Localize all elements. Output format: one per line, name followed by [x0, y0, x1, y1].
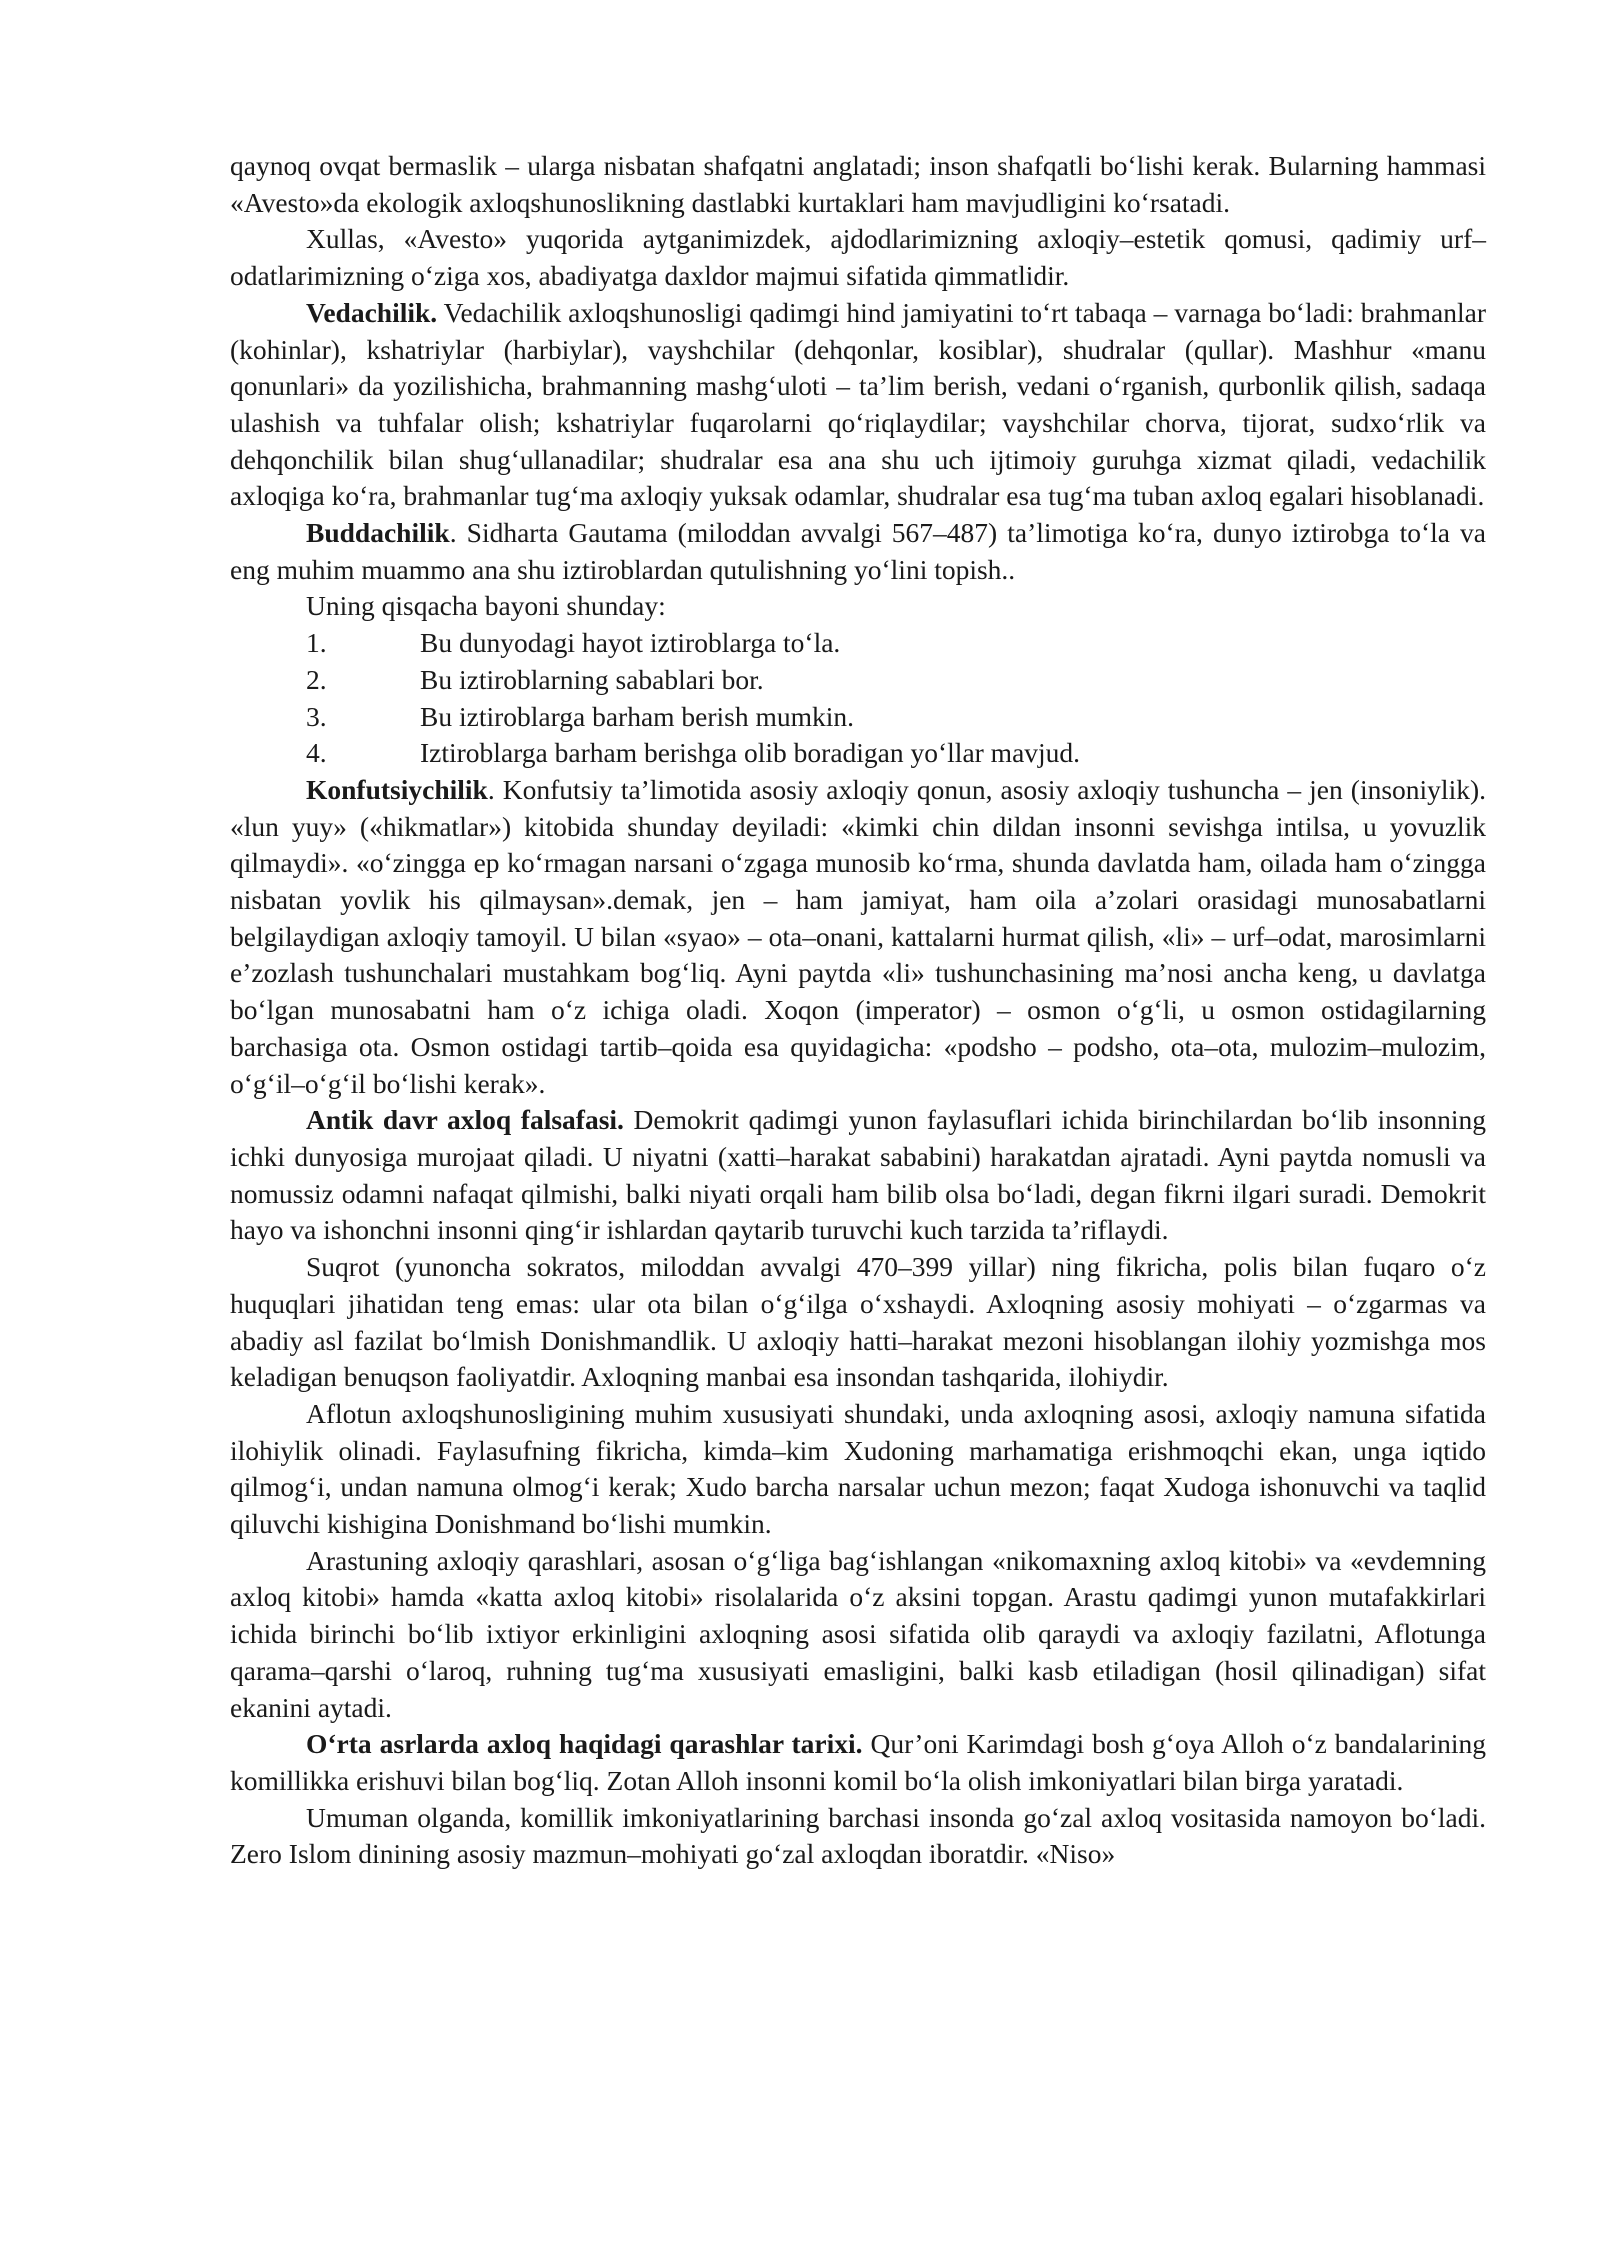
section-buddachilik [230, 515, 1486, 588]
section-antik-davr [230, 1102, 1486, 1249]
paragraph-text: Vedachilik axloqshunosligi qadimgi hind jamiyatini to‘rt tabaqa – varnaga bo‘ladi: brahmanlar (kohinlar), kshatriylar (harbiylar), vayshchilar (dehqonlar, kosiblar), shudralar (qullar). Mashhur «manu qonunlari» da yozilishicha, brahmanning mashg‘uloti – ta’lim berish, vedani o‘rganish, qurbonlik qilish, sadaqa ulashish va tuhfalar olish; kshatriylar fuqarolarni qo‘riqlaydilar; vayshchilar chorva, tijorat, sudxo‘rlik va dehqonchilik bilan shug‘ullanadilar; shudralar esa ana shu uch ijtimoiy guruhga xizmat qiladi, vedachilik axloqiga ko‘ra, brahmanlar tug‘ma axloqiy yuksak odamlar, shudralar esa tug‘ma tuban axloq egalari hisoblanadi. [230, 296, 1486, 512]
paragraph-text: . Konfutsiy ta’limotida asosiy axloqiy qonun, asosiy axloqiy tushuncha – jen (insoniylik). «lun yuy» («hikmatlar») kitobida shunday deyiladi: «kimki chin dildan insonni sevishga intilsa, u yovuzlik qilmaydi». «o‘zingga ep ko‘rmagan narsani o‘zgaga munosib ko‘rma, shunda davlatda ham, oilada ham o‘zingga nisbatan yovlik his qilmaysan».demak, jen – ham jamiyat, ham oila a’zolari orasidagi munosabatlarni belgilaydigan axloqiy tamoyil. U bilan «syao» – ota–onani, kattalarni hurmat qilish, «li» – urf–odat, marosimlarni e’zozlash tushunchalari mustahkam bog‘liq. Ayni paytda «li» tushunchasining ma’nosi ancha keng, u davlatga bo‘lgan munosabatni ham o‘z ichiga oladi. Xoqon (imperator) – osmon o‘g‘li, u osmon ostidagilarning barchasiga ota. Osmon ostidagi tartib–qoida esa quyidagicha: «podsho – podsho, ota–ota, mulozim–mulozim, o‘g‘il–o‘g‘il bo‘lishi kerak». [230, 773, 1486, 1099]
list-text: Iztiroblarga barham berishga olib boradigan yo‘llar mavjud. [420, 737, 1081, 769]
paragraph-text: Arastuning axloqiy qarashlari, asosan o‘g‘liga bag‘ishlangan «nikomaxning axloq kitobi» va «evdemning axloq kitobi» hamda «katta axloq kitobi» risolalarida o‘z aksini topgan. Arastu qadimgi yunon mutafakkirlari ichida birinchi bo‘lib ixtiyor erkinligini axloqning asosi sifatida olib qaraydi va axloqiy fazilatni, Aflotunga qarama–qarshi o‘laroq, ruhning tug‘ma xususiyati emasligini, balki kasb etiladigan (hosil qilinadigan) sifat ekanini aytadi. [230, 1544, 1486, 1723]
section-heading: Konfutsiychilik [306, 773, 488, 805]
paragraph-text: Demokrit qadimgi yunon faylasuflari ichida birinchilardan bo‘lib insonning ichki dunyosiga murojaat qiladi. U niyatni (xatti–harakat sababini) harakatdan ajratadi. Ayni paytda nomusli va nomussiz odamni nafaqat qilmishi, balki niyati orqali ham bilib olsa bo‘ladi, degan fikrni ilgari suradi. Demokrit hayo va ishonchni insonni qing‘ir ishlardan qaytarib turuvchi kuch tarzida ta’riflaydi. [230, 1104, 1487, 1246]
list-number: 2. [306, 663, 327, 695]
paragraph-text: Suqrot (yunoncha sokratos, miloddan avvalgi 470–399 yillar) ning fikricha, polis bilan fuqaro o‘z huquqlari jihatidan teng emas: ular ota bilan o‘g‘ilga o‘xshaydi. Axloqning asosiy mohiyati – o‘zgarmas va abadiy asl fazilat bo‘lmish Donishmandlik. U axloqiy hatti–harakat mezoni hisoblangan ilohiy yozmishga mos keladigan benuqson faoliyatdir. Axloqning manbai esa insondan tashqarida, ilohiydir. [230, 1251, 1486, 1393]
list-number: 1. [306, 627, 327, 659]
document-page [230, 148, 1486, 1873]
paragraph-text: Qur’oni Karimdagi bosh g‘oya Alloh o‘z bandalarining komillikka erishuvi bilan bog‘liq. Zotan Alloh insonni komil bo‘la olish imkoniyatlari bilan birga yaratadi. [230, 1728, 1486, 1796]
paragraph-text: qaynoq ovqat bermaslik – ularga nisbatan shafqatni anglatadi; inson shafqatli bo‘lishi kerak. Bularning hammasi «Avesto»da ekologik axloqshunoslikning dastlabki kurtaklari ham mavjudligini ko‘rsatadi. [230, 150, 1486, 218]
section-heading: Buddachilik [306, 517, 450, 549]
list-text: Bu dunyodagi hayot iztiroblarga to‘la. [420, 627, 841, 659]
section-heading: Antik davr axloq falsafasi. [306, 1104, 624, 1136]
list-number: 4. [306, 737, 327, 769]
paragraph [230, 1396, 1486, 1543]
paragraph-text: Umuman olganda, komillik imkoniyatlarining barchasi insonda go‘zal axloq vositasida namoyon bo‘ladi. Zero Islom dinining asosiy mazmun–mohiyati go‘zal axloqdan iboratdir. «Niso» [230, 1801, 1486, 1870]
paragraph [230, 221, 1486, 294]
paragraph-text: Xullas, «Avesto» yuqorida aytganimizdek, ajdodlarimizning axloqiy–estetik qomusi, qadimiy urf–odatlarimizning o‘ziga xos, abadiyatga daxldor majmui sifatida qimmatlidir. [230, 223, 1486, 292]
list-item [230, 735, 1486, 772]
paragraph [230, 1249, 1486, 1396]
section-heading: Vedachilik. [306, 296, 438, 328]
paragraph-text: Uning qisqacha bayoni shunday: [306, 590, 666, 622]
paragraph [230, 588, 1486, 625]
list-number: 3. [306, 700, 327, 732]
list-item [230, 662, 1486, 699]
section-orta-asrlar [230, 1726, 1486, 1799]
section-vedachilik [230, 295, 1486, 515]
section-heading: O‘rta asrlarda axloq haqidagi qarashlar tarixi. [306, 1728, 863, 1760]
list-text: Bu iztiroblarga barham berish mumkin. [420, 700, 855, 732]
list-item [230, 625, 1486, 662]
paragraph [230, 148, 1486, 221]
paragraph-text: Aflotun axloqshunosligining muhim xususiyati shundaki, unda axloqning asosi, axloqiy namuna sifatida ilohiylik olinadi. Faylasufning fikricha, kimda–kim Xudoning marhamatiga erishmoqchi ekan, unga iqtido qilmog‘i, undan namuna olmog‘i kerak; Xudo barcha narsalar uchun mezon; faqat Xudoga ishonuvchi va taqlid qiluvchi kishigina Donishmand bo‘lishi mumkin. [230, 1397, 1486, 1540]
list-text: Bu iztiroblarning sabablari bor. [420, 663, 764, 695]
list-item [230, 699, 1486, 736]
section-konfutsiychilik [230, 772, 1486, 1102]
paragraph [230, 1800, 1486, 1873]
paragraph [230, 1543, 1486, 1727]
paragraph-text: . Sidharta Gautama (miloddan avvalgi 567–487) ta’limotiga ko‘ra, dunyo iztirobga to‘la va eng muhim muammo ana shu iztiroblardan qutulishning yo‘lini topish.. [230, 517, 1486, 585]
